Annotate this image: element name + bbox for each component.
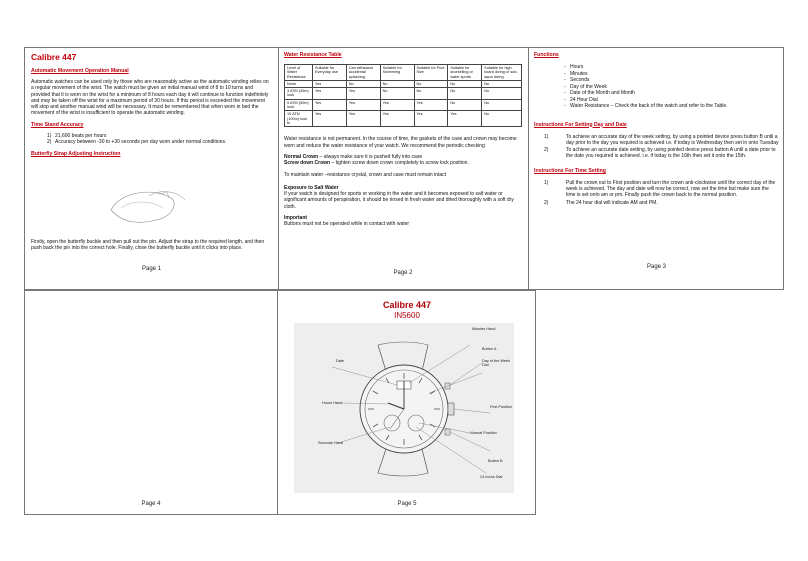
intro-paragraph: Automatic watches can be used only by those who are reasonably active as the automatic winding relies on a regular movement of the wrist. The watch must be given an initial manual wind of 8 to 10 turns and provided that it is worn on the wrist for a minimum of 8 hours each day it will continue to function indefinitely and may be taken off the wrist for a maximum period of 30 hours. If this period is exceeded the movement will stop and another manual wind will be necessary. It must be remembered that when worn in bed the movement of the wrist is insufficient to operate the automatic winding.: [31, 79, 269, 117]
page-2: [278, 48, 528, 289]
important-text: Buttons must not be operated while in contact with water: [284, 221, 410, 228]
label-day-of-week-dial: Day of the Week Dial: [482, 359, 510, 368]
maintain-note: To maintain water –resistance crystal, crown and case must remain intact: [284, 172, 447, 179]
page-number: Page 3: [646, 264, 667, 270]
table-cell: Yes: [312, 99, 346, 111]
list-text: Accuracy between -30 to +30 seconds per day worn under normal conditions.: [55, 139, 227, 146]
column-header: Suitable for Everyday use: [312, 65, 346, 81]
label-first-position: First Position: [490, 405, 512, 409]
list-item: - Hours: [564, 64, 584, 70]
section-heading-accuracy: Time Stand Accuracy: [31, 121, 84, 128]
watch-diagram: [294, 323, 514, 493]
column-header: Level of Water Resistance: [285, 65, 313, 81]
column-header: Suitable for Pool Size: [414, 65, 448, 81]
table-cell: No: [482, 88, 522, 100]
important-heading: Important: [284, 214, 308, 221]
table-cell: Yes: [414, 111, 448, 127]
model-number: IN5600: [394, 311, 420, 320]
list-text: The 24 hour dial will indicate AM and PM.: [566, 199, 658, 206]
list-text: 24 Hour Dial: [570, 96, 598, 103]
table-cell: Yes: [312, 111, 346, 127]
page-1: [25, 48, 278, 289]
list-text: Water Resistance – Check the back of the watch and refer to the Table.: [570, 103, 728, 109]
table-cell: 10 ATM (100m) look to: [285, 111, 313, 127]
list-text: Date of the Month and Month: [570, 90, 635, 96]
column-header: Suitable for Swimming: [380, 65, 414, 81]
strap-illustration: [101, 180, 191, 230]
table-header-row: [285, 65, 522, 81]
page-number: Page 1: [141, 266, 162, 272]
section-heading-strap: Butterfly Strap Adjusting Instruction: [31, 150, 121, 157]
day-date-steps: [544, 134, 779, 160]
list-text: To achieve an accurate date setting, by using pointed device press button A until a date prior to the date you required is achieved. i.e. if today is the 16th then set it onto the 15th.: [566, 147, 776, 160]
list-text: Hours: [570, 64, 584, 70]
table-cell: Yes: [312, 88, 346, 100]
water-paragraph: Water resistance is not permanent. In the course of time, the gaskets of the case and crown may become worn and reduce the water resistance of your watch. We recommend the periodic checking: [284, 136, 517, 149]
table-cell: 5 ATM (50m) look: [285, 99, 313, 111]
table-cell: Yes: [312, 80, 346, 87]
table-row: [285, 111, 522, 127]
page-number: Page 5: [397, 501, 417, 507]
table-cell: No: [346, 80, 380, 87]
time-steps: [544, 180, 779, 206]
table-cell: No: [482, 111, 522, 127]
section-heading-time: Instructions For Time Setting: [534, 167, 606, 174]
list-item: [544, 180, 779, 199]
screw-crown-label: Screw down Crown: [284, 160, 331, 167]
section-heading-day-date: Instructions For Setting Day and Date: [534, 121, 627, 128]
accuracy-list: [31, 133, 272, 146]
list-number: 1): [544, 133, 549, 140]
table-cell: No: [482, 99, 522, 111]
list-number: 2): [47, 139, 52, 146]
list-item: - Day of the Week: [564, 83, 607, 90]
list-item: - Water Resistance – Check the back of the watch and refer to the Table.: [564, 103, 728, 109]
table-cell: 3 ATM (30m) look: [285, 88, 313, 100]
list-text: Day of the Week: [570, 83, 607, 90]
page-number: Page 4: [141, 501, 161, 507]
label-button-b: Button B: [488, 459, 503, 463]
list-text: Minutes: [570, 70, 588, 77]
normal-crown-text: – always make sure it is pushed fully into case: [318, 153, 423, 160]
list-number: 2): [544, 199, 549, 206]
table-cell: No: [414, 88, 448, 100]
bottom-sheet: [24, 290, 536, 515]
label-date: Date: [336, 359, 345, 363]
label-24-hours-dial: 24 hours Dial: [480, 475, 503, 479]
label-hours-hand: Hours Hand: [322, 401, 343, 405]
list-item: - Minutes: [564, 70, 588, 77]
table-cell: None: [285, 80, 313, 87]
page-4: [25, 291, 277, 514]
list-text: Seconds: [570, 77, 590, 83]
table-cell: No: [380, 80, 414, 87]
normal-crown-label: Normal Crown: [284, 153, 319, 160]
table-row: [285, 99, 522, 111]
table-cell: No: [380, 88, 414, 100]
page-number: Page 2: [393, 270, 413, 276]
list-item: [31, 139, 272, 146]
table-cell: Yes: [380, 99, 414, 111]
column-header: Can withstand accidental splashing: [346, 65, 380, 81]
label-button-a: Button A: [482, 347, 497, 351]
watch-drawing: [294, 323, 514, 493]
section-heading-functions: Functions: [534, 52, 559, 58]
column-header: Suitable for high board diving or sub-aqua diving: [482, 65, 522, 81]
label-normal-position: Normal Position: [470, 431, 497, 435]
table-cell: Yes: [346, 88, 380, 100]
list-number: 2): [544, 147, 549, 154]
table-cell: Yes: [346, 99, 380, 111]
page-title: Calibre 447: [31, 52, 77, 62]
list-number: 1): [47, 132, 52, 139]
top-sheet: [24, 47, 784, 290]
table-row: [285, 80, 522, 87]
list-text: 21,600 beats per hours: [55, 132, 107, 139]
table-cell: No: [448, 88, 482, 100]
water-resistance-table: [284, 64, 522, 127]
table-cell: Yes: [414, 99, 448, 111]
list-item: - Seconds: [564, 77, 590, 83]
page-5: [277, 291, 537, 514]
list-text: To achieve an accurate day of the week setting, by using a pointed device press button B until a day prior to the day you required is achieved i.e. if today is Wednesday then set in onto Tuesday: [566, 133, 779, 146]
list-item: [544, 134, 779, 147]
crown-note: [284, 160, 522, 166]
column-header: Suitable for snorkelling or water sports: [448, 65, 482, 81]
screw-crown-text: – tighten screw down crown completely to screw lock position.: [330, 160, 469, 167]
salt-paragraph: If your watch is designed for sports or working in the water and it becomes exposed to salt water or significant amounts of perspiration, it should be rinsed in fresh water and dried thoroughly with a soft dry cloth.: [284, 191, 514, 210]
table-cell: No: [414, 80, 448, 87]
label-seconds-hand: Seconds Hand: [318, 441, 343, 445]
list-item: [544, 200, 779, 206]
list-number: 1): [544, 179, 549, 186]
section-heading-manual: Automatic Movement Operation Manual: [31, 68, 129, 74]
section-heading-water: Water Resistance Table: [284, 52, 342, 58]
table-row: [285, 88, 522, 100]
salt-heading: Exposure to Salt Water: [284, 184, 339, 191]
list-text: Pull the crown out to First position and turn the crown anti-clockwise until the correct day of the week is achieved. The day and date will now be correct, now set the time but make sure the time is set onto am or pm. Finally push the crown back to the normal position.: [566, 179, 776, 199]
table-cell: No: [448, 99, 482, 111]
label-minutes-hand: Minutes Hand: [472, 327, 496, 331]
table-cell: No: [448, 80, 482, 87]
table-cell: Yes: [448, 111, 482, 127]
diagram-title: Calibre 447: [382, 300, 432, 310]
page-3: [528, 48, 785, 289]
functions-list: [564, 64, 779, 110]
list-item: - Date of the Month and Month: [564, 90, 635, 96]
table-cell: No: [482, 80, 522, 87]
table-cell: Yes: [346, 111, 380, 127]
strap-paragraph: Firstly, open the butterfly buckle and then pull out the pin. Adjust the strap to the required length, and then push back the pin into the correct hole. Finally, close the butterfly buckle until it clicks into place.: [31, 239, 265, 252]
list-item: [544, 147, 779, 160]
table-cell: Yes: [380, 111, 414, 127]
list-item: - 24 Hour Dial: [564, 96, 598, 103]
